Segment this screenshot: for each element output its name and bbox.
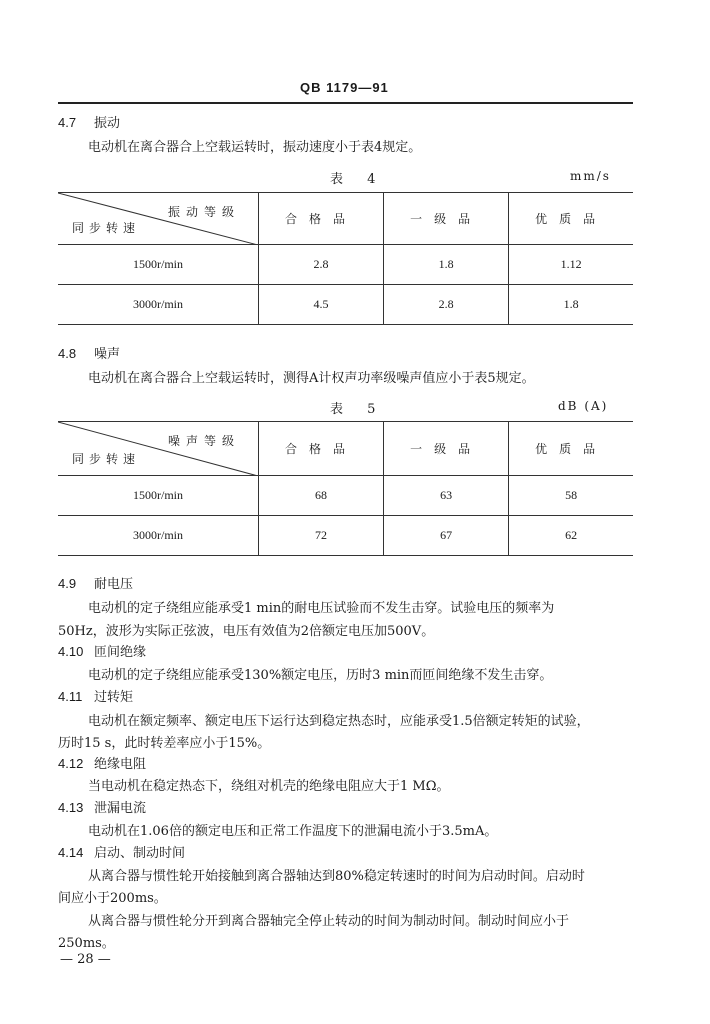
corner-top-label: 振动等级 [167, 205, 240, 219]
section-title: 振动 [94, 116, 121, 131]
table-cell: 72 [259, 516, 384, 556]
table-cell-speed: 1500r/min [58, 245, 259, 285]
table-row [58, 285, 633, 325]
table-row [58, 516, 633, 556]
table-header-cell: 一级品 [384, 193, 509, 245]
section-title: 匝间绝缘 [94, 645, 147, 660]
section-title: 绝缘电阻 [94, 757, 147, 772]
section-4-8-body: 电动机在离合器合上空载运转时，测得A计权声功率级噪声值应小于表5规定。 [88, 371, 535, 386]
table-cell: 68 [259, 476, 384, 516]
table-cell-speed: 3000r/min [58, 285, 259, 325]
diagonal-line [58, 422, 258, 476]
section-number: 4.14 [58, 845, 84, 860]
table-cell: 63 [384, 476, 509, 516]
section-number: 4.11 [58, 689, 83, 704]
section-4-10-body: 电动机的定子绕组应能承受130%额定电压，历时3 min而匝间绝缘不发生击穿。 [88, 668, 553, 683]
section-4-14-body-line-4: 250ms。 [58, 936, 115, 951]
section-4-14-heading [58, 842, 185, 861]
table-5-caption: 表 5 [330, 402, 386, 417]
table-header-row [58, 422, 633, 476]
section-4-14-body-line-3: 从离合器与惯性轮分开到离合器轴完全停止转动的时间为制动时间。制动时间应小于 [88, 914, 570, 929]
section-4-9-heading [58, 573, 133, 592]
section-4-12-heading [58, 753, 146, 772]
table-5-unit: dB (A) [558, 399, 609, 413]
table-header-cell: 优质品 [509, 422, 633, 476]
table-cell: 1.12 [509, 245, 633, 285]
section-number: 4.7 [58, 115, 77, 130]
table-header-cell: 合格品 [259, 193, 384, 245]
section-number: 4.13 [58, 800, 84, 815]
table-4-unit: mm/s [570, 169, 611, 183]
table-cell: 58 [509, 476, 633, 516]
section-4-14-body-line-1: 从离合器与惯性轮开始接触到离合器轴达到80%稳定转速时的时间为启动时间。启动时 [88, 869, 585, 884]
section-4-8-heading [58, 343, 120, 362]
section-number: 4.8 [58, 346, 77, 361]
section-4-10-heading [58, 641, 146, 660]
section-title: 过转矩 [94, 690, 134, 705]
table-cell: 62 [509, 516, 633, 556]
table-header-row [58, 193, 633, 245]
table-header-cell: 一级品 [384, 422, 509, 476]
table-cell: 2.8 [259, 245, 384, 285]
section-4-14-body-line-2: 间应小于200ms。 [58, 891, 167, 906]
section-4-7-body: 电动机在离合器合上空载运转时，振动速度小于表4规定。 [88, 140, 422, 155]
section-number: 4.10 [58, 644, 84, 659]
table-cell: 2.8 [384, 285, 509, 325]
table-corner-cell [58, 422, 259, 476]
page-number: — 28 — [60, 952, 111, 967]
table-row [58, 476, 633, 516]
section-title: 泄漏电流 [94, 801, 147, 816]
section-title: 启动、制动时间 [94, 846, 186, 861]
section-4-12-body: 当电动机在稳定热态下，绕组对机壳的绝缘电阻应大于1 MΩ。 [88, 779, 450, 794]
section-number: 4.12 [58, 756, 84, 771]
table-cell-speed: 1500r/min [58, 476, 259, 516]
section-4-13-heading [58, 797, 146, 816]
corner-top-label: 噪声等级 [167, 434, 240, 448]
section-4-9-body-line-2: 50Hz，波形为实际正弦波，电压有效值为2倍额定电压加500V。 [58, 624, 435, 639]
table-row [58, 245, 633, 285]
table-header-cell: 合格品 [259, 422, 384, 476]
section-4-11-body-line-2: 历时15 s，此时转差率应小于15%。 [58, 736, 271, 751]
section-4-13-body: 电动机在1.06倍的额定电压和正常工作温度下的泄漏电流小于3.5mA。 [88, 824, 498, 839]
header-rule [58, 102, 633, 104]
table-4-caption: 表 4 [330, 172, 386, 187]
standard-number: QB 1179—91 [300, 80, 389, 95]
section-4-11-body-line-1: 电动机在额定频率、额定电压下运行达到稳定热态时，应能承受1.5倍额定转矩的试验， [88, 714, 590, 729]
table-header-cell: 优质品 [509, 193, 633, 245]
table-cell: 67 [384, 516, 509, 556]
section-4-7-heading [58, 112, 120, 131]
table-5 [58, 421, 633, 556]
section-number: 4.9 [58, 576, 77, 591]
table-cell: 1.8 [384, 245, 509, 285]
section-title: 耐电压 [94, 577, 134, 592]
corner-bottom-label: 同步转速 [72, 221, 141, 235]
section-title: 噪声 [94, 347, 121, 362]
table-cell: 4.5 [259, 285, 384, 325]
table-cell-speed: 3000r/min [58, 516, 259, 556]
table-4 [58, 192, 633, 325]
corner-bottom-label: 同步转速 [72, 452, 141, 466]
table-cell: 1.8 [509, 285, 633, 325]
table-corner-cell [58, 193, 259, 245]
section-4-11-heading [58, 686, 133, 705]
section-4-9-body-line-1: 电动机的定子绕组应能承受1 min的耐电压试验而不发生击穿。试验电压的频率为 [88, 601, 555, 616]
